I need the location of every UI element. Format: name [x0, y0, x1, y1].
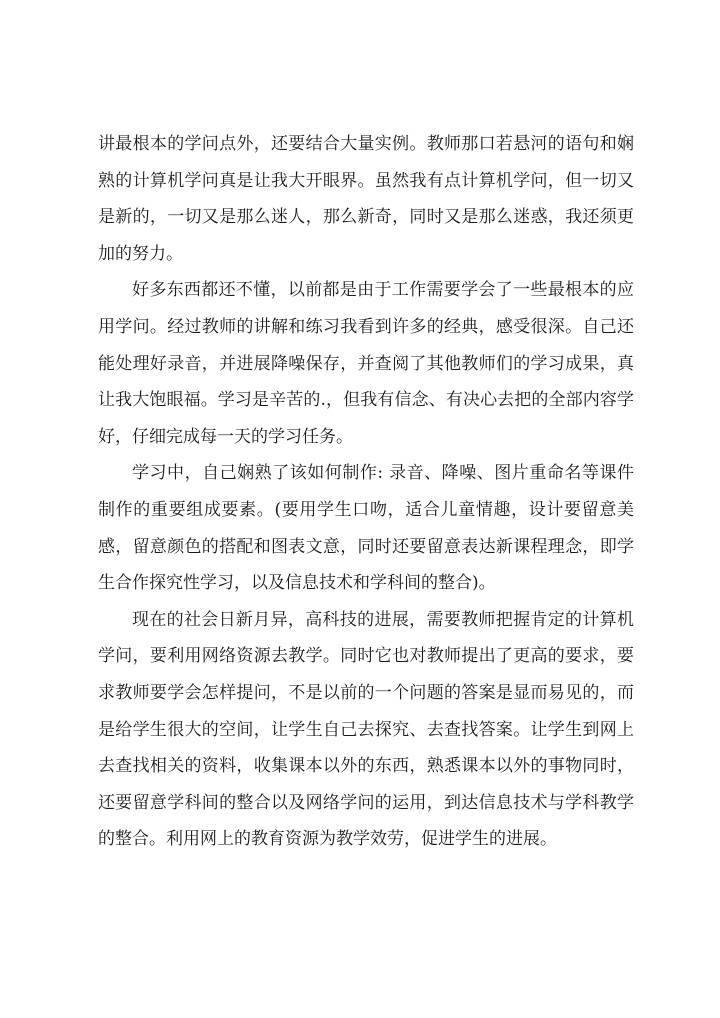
paragraph-4: 现在的社会日新月异，高科技的进展，需要教师把握肯定的计算机学问，要利用网络资源去教学。同时它也对教师提出了更高的要求，要求教师要学会怎样提问，不是以前的一个问题的答案是显而易见的，而是给学生很大的空间，让学生自己去探究、去查找答案。让学生到网上去查找相关的资料，收集课本以外的东西，熟悉课本以外的事物同时，还要留意学科间的整合以及网络学问的运用，到达信息技术与学科教学的整合。利用网上的教育资源为教学效劳，促进学生的进展。 [98, 609, 634, 850]
paragraph-1: 讲最根本的学问点外，还要结合大量实例。教师那口若悬河的语句和娴熟的计算机学问真是让我大开眼界。虽然我有点计算机学问，但一切又是新的，一切又是那么迷人，那么新奇，同时又是那么迷惑，我还须更加的努力。 [98, 134, 634, 264]
paragraph-2: 好多东西都还不懂，以前都是由于工作需要学会了一些最根本的应用学问。经过教师的讲解和练习我看到许多的经典，感受很深。自己还能处理好录音，并进展降噪保存，并查阅了其他教师们的学习成果，真让我大饱眼福。学习是辛苦的.，但我有信念、有决心去把的全部内容学好，仔细完成每一天的学习任务。 [98, 280, 634, 447]
document-body [98, 126, 634, 858]
paragraph-3: 学习中，自己娴熟了该如何制作: 录音、降噪、图片重命名等课件制作的重要组成要素。(要用学生口吻，适合儿童情趣，设计要留意美感，留意颜色的搭配和图表文意，同时还要留意表达新课程理念，即学生合作探究性学习，以及信息技术和学科间的整合)。 [98, 463, 634, 594]
